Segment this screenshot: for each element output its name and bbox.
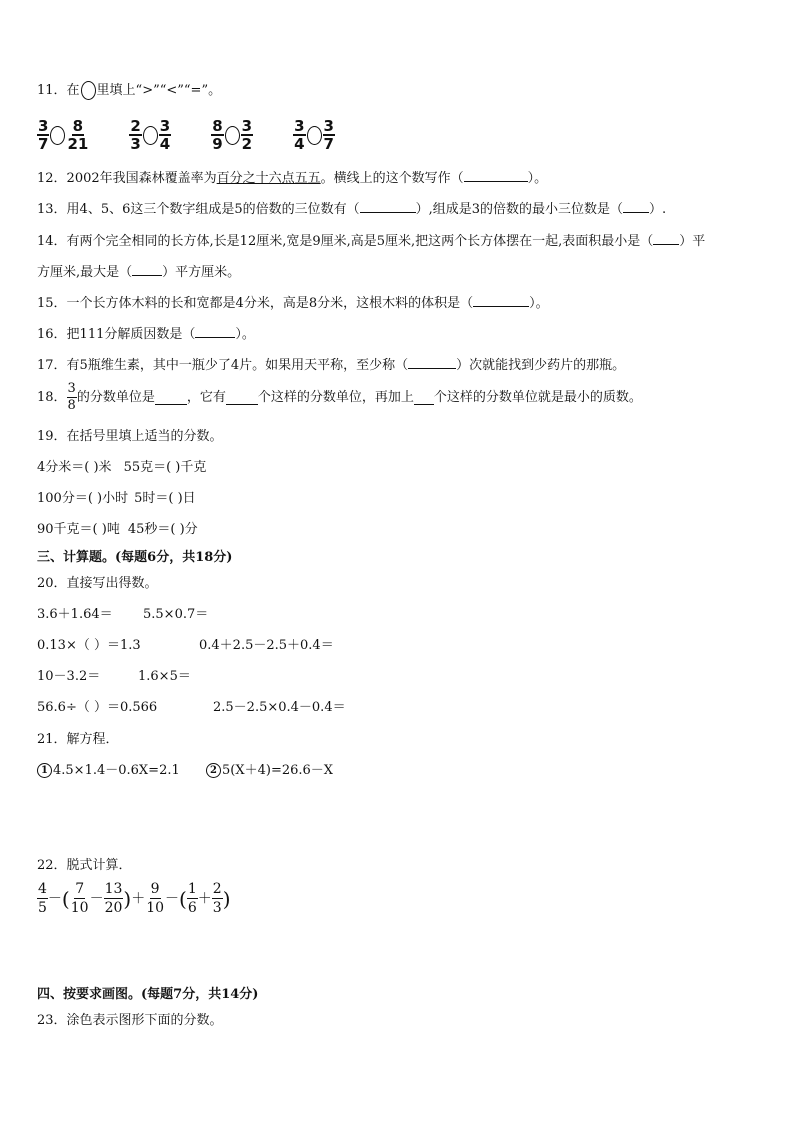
- q20-row-1: 3.6＋1.64＝ 5.5×0.7＝: [37, 607, 209, 622]
- answer-circle[interactable]: [50, 126, 65, 145]
- q14-line-2: 方厘米,最大是（ ）平方厘米。: [37, 262, 240, 282]
- answer-blank[interactable]: [408, 355, 456, 369]
- answer-blank[interactable]: [360, 199, 416, 213]
- q22-expression: $\frac{4}{5}$ － ( $\frac{7}{10}$ － $\frac{13}{20}$ ) ＋ $\frac{9}{10}$ － ( $\frac{1}{6}$ ＋ $\frac{2}{3}$ ): [38, 881, 231, 916]
- answer-blank[interactable]: [653, 231, 679, 245]
- q17-line: 17．有5瓶维生素，其中一瓶少了4片。如果用天平称，至少称（ ）次就能找到少药片的那瓶。: [37, 355, 625, 375]
- q16-line: 16．把111分解质因数是（ ）。: [37, 324, 255, 344]
- answer-blank[interactable]: [155, 391, 187, 405]
- answer-blank[interactable]: [414, 391, 434, 405]
- q11-line: 11．在 里填上“>”“<”“=”。: [37, 83, 222, 98]
- q20-title: 20．直接写出得数。: [37, 576, 158, 591]
- circled-number-2: 2: [206, 763, 221, 778]
- q15-line: 15．一个长方体木料的长和宽都是4分米，高是8分米，这根木料的体积是（ ）。: [37, 293, 549, 313]
- comparison-3: $\frac{8}{9}$ $\frac{3}{2}$: [212, 117, 253, 153]
- answer-circle[interactable]: [225, 126, 240, 145]
- section-4-heading: 四、按要求画图。(每题7分，共14分): [37, 987, 259, 1002]
- compare-circle-icon: [81, 81, 96, 100]
- section-3-heading: 三、计算题。(每题6分，共18分): [37, 550, 233, 565]
- q21-equations: 1 4.5×1.4－0.6X=2.1 2 5(X＋4)=26.6－X: [37, 762, 333, 780]
- q19-row-2: 100分＝( )小时 5时＝( )日: [37, 491, 196, 506]
- answer-blank[interactable]: [226, 391, 258, 405]
- q13-line: 13．用4、5、6这三个数字组成是5的倍数的三位数有（ ）,组成是3的倍数的最小三位数是（ ）.: [37, 199, 666, 219]
- answer-blank[interactable]: [623, 199, 649, 213]
- comparison-2: $\frac{2}{3}$ $\frac{3}{4}$: [130, 117, 171, 153]
- q23-title: 23．涂色表示图形下面的分数。: [37, 1013, 223, 1028]
- q19-row-1: 4分米＝( )米 55克＝( )千克: [37, 460, 207, 475]
- q12-line: 12．2002年我国森林覆盖率为百分之十六点五五。横线上的这个数写作（ ）。: [37, 168, 547, 188]
- answer-blank[interactable]: [464, 168, 528, 182]
- q19-title: 19．在括号里填上适当的分数。: [37, 429, 223, 444]
- q22-title: 22．脱式计算．: [37, 858, 132, 873]
- circled-number-1: 1: [37, 763, 52, 778]
- answer-blank[interactable]: [195, 324, 235, 338]
- comparison-1: $\frac{3}{7}$ $\frac{8}{21}$: [38, 117, 89, 153]
- q21-title: 21．解方程．: [37, 732, 119, 747]
- answer-blank[interactable]: [473, 293, 529, 307]
- fraction-3-8: $\frac{3}{8}$: [67, 381, 76, 413]
- q11-comparisons: [37, 118, 375, 152]
- answer-blank[interactable]: [132, 262, 162, 276]
- q20-row-2: 0.13×（ ）＝1.3 0.4＋2.5－2.5＋0.4＝: [37, 638, 334, 653]
- comparison-4: $\frac{3}{4}$ $\frac{3}{7}$: [294, 117, 334, 153]
- q20-row-3: 10－3.2＝ 1.6×5＝: [37, 669, 191, 684]
- q18-line: 18． $\frac{3}{8}$ 的分数单位是 ，它有 个这样的分数单位，再加上 个这样的分数单位就是最小的质数。: [37, 381, 642, 413]
- underlined-phrase: 百分之十六点五五: [216, 171, 321, 186]
- answer-circle[interactable]: [307, 126, 322, 145]
- q14-line-1: 14．有两个完全相同的长方体,长是12厘米,宽是9厘米,高是5厘米,把这两个长方体摆在一起,表面积最小是（ ）平: [37, 231, 705, 251]
- q19-row-3: 90千克＝( )吨 45秒＝( )分: [37, 522, 198, 537]
- answer-circle[interactable]: [143, 126, 158, 145]
- q20-row-4: 56.6÷（ ）＝0.566 2.5－2.5×0.4－0.4＝: [37, 700, 346, 715]
